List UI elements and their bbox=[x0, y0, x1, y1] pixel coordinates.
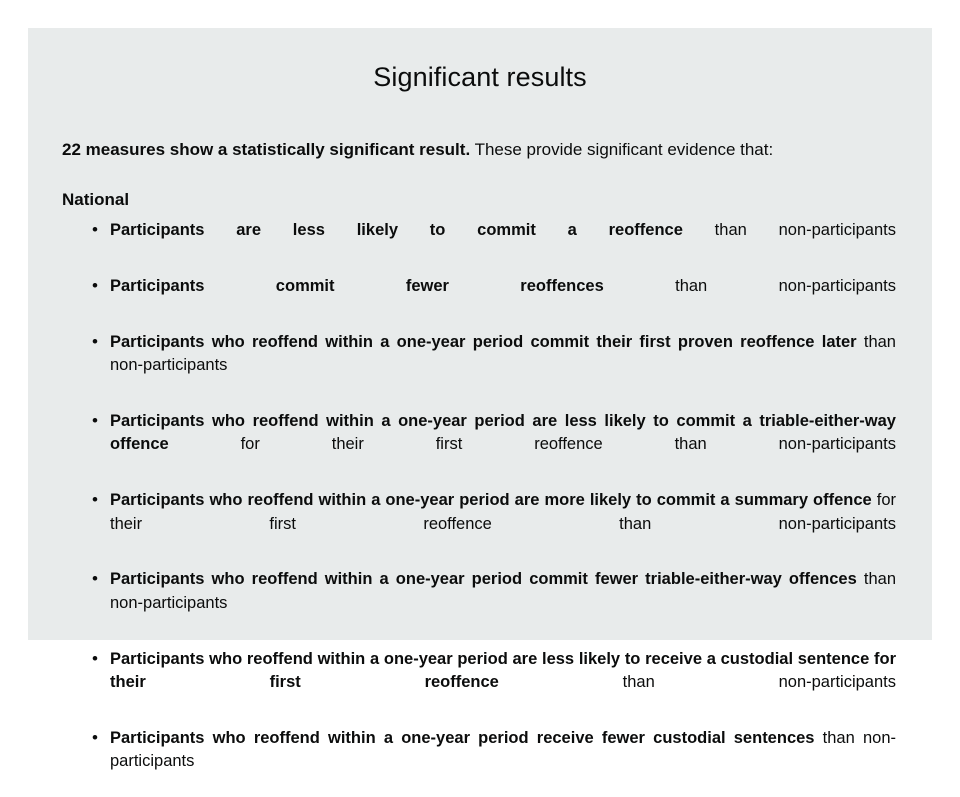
significant-results-list bbox=[62, 219, 898, 797]
intro-lead-text: 22 measures show a statistically significant result. bbox=[62, 140, 471, 159]
list-item bbox=[62, 410, 898, 480]
intro-rest-text: These provide significant evidence that: bbox=[470, 140, 774, 159]
intro-paragraph bbox=[62, 139, 898, 162]
list-item-bold-text: Participants who reoffend within a one-year period are less likely to receive a custodial sentence for their first reoffence bbox=[110, 649, 896, 692]
list-item-normal-text: for their first reoffence than non-participants bbox=[110, 491, 897, 533]
list-item-normal-text: for their first reoffence than non-participants bbox=[168, 435, 896, 454]
list-item bbox=[62, 568, 898, 638]
list-item bbox=[62, 219, 898, 266]
list-item bbox=[62, 275, 898, 322]
list-item-normal-text: than non-participants bbox=[603, 276, 896, 295]
list-item bbox=[62, 331, 898, 401]
list-item-bold-text: Participants who reoffend within a one-year period receive fewer custodial sentences bbox=[110, 728, 815, 747]
list-item bbox=[62, 727, 898, 797]
list-item bbox=[62, 648, 898, 718]
list-item-normal-text: than non-participants bbox=[110, 570, 896, 612]
page-title: Significant results bbox=[373, 62, 587, 92]
list-item-bold-text: Participants who reoffend within a one-year period commit fewer triable-either-way offences bbox=[110, 570, 857, 589]
list-item bbox=[62, 489, 898, 559]
list-item-bold-text: Participants are less likely to commit a reoffence bbox=[110, 220, 683, 239]
list-item-bold-text: Participants who reoffend within a one-year period are less likely to commit a triable-either-way offence bbox=[110, 411, 896, 454]
list-item-bold-text: Participants who reoffend within a one-year period are more likely to commit a summary offence bbox=[110, 491, 872, 510]
list-item-normal-text: than non-participants bbox=[682, 220, 896, 239]
list-item-normal-text: than non-participants bbox=[498, 673, 896, 692]
list-item-normal-text: than non-participants bbox=[110, 332, 896, 375]
content-panel bbox=[28, 28, 932, 771]
list-item-bold-text: Participants commit fewer reoffences bbox=[110, 276, 604, 295]
list-item-bold-text: Participants who reoffend within a one-year period commit their first proven reoffence later bbox=[110, 332, 857, 351]
section-heading-national: National bbox=[62, 189, 130, 209]
list-item-normal-text: than non-participants bbox=[110, 728, 896, 771]
